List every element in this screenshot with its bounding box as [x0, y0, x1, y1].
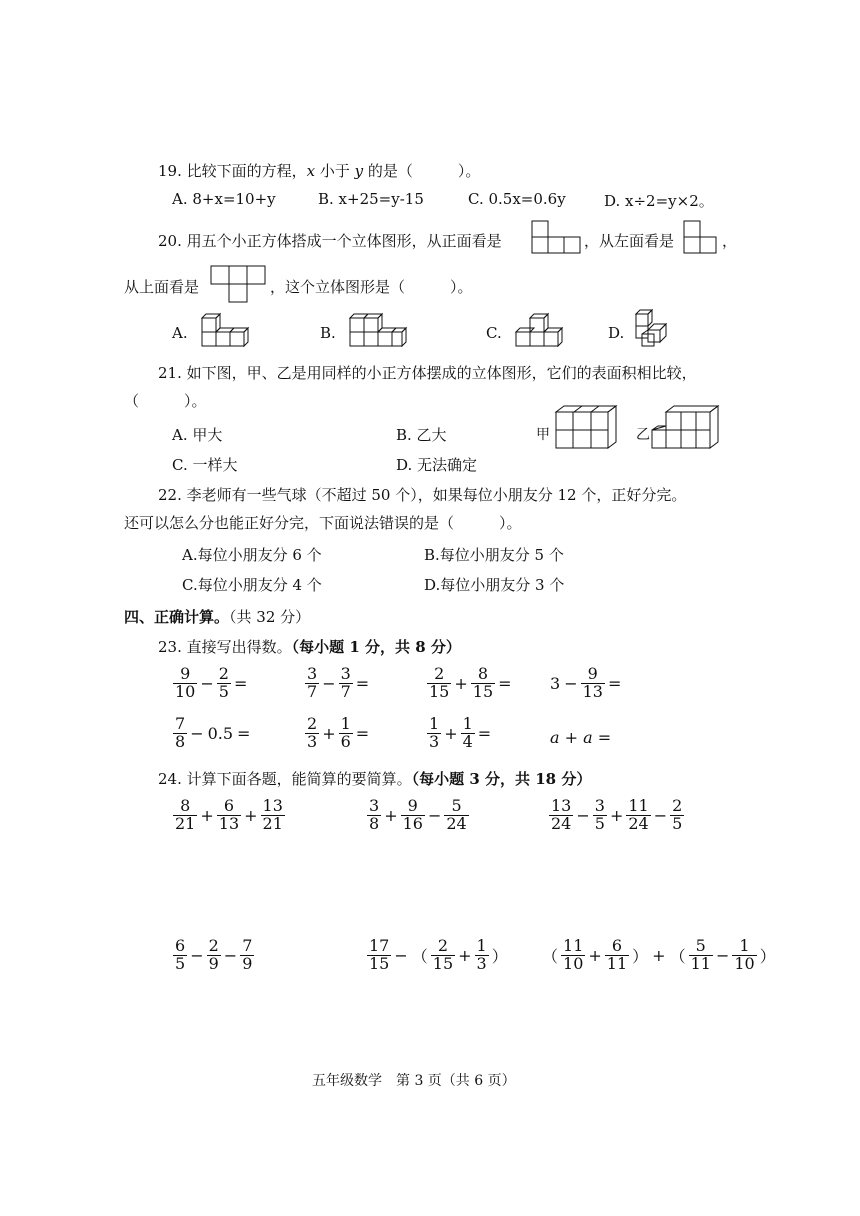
- q24-title: 24. 计算下面各题，能简算的要简算。: [158, 770, 412, 788]
- fraction-part: 10: [175, 681, 196, 701]
- operator: −: [427, 805, 442, 825]
- operator: +: [458, 945, 472, 965]
- fraction-part: 5: [175, 953, 186, 973]
- q20-line1-a: 20. 用五个小正方体搭成一个立体图形，从正面看是: [158, 232, 502, 250]
- fraction-part: 16: [402, 813, 423, 833]
- operator: −: [715, 945, 730, 965]
- q21-line1: 21. 如下图，甲、乙是用同样的小正方体摆成的立体图形，它们的表面积相比较，: [158, 364, 697, 382]
- fraction-part: 11: [606, 953, 628, 973]
- q19-option-c: C. 0.5x=0.6y: [468, 190, 566, 208]
- q23-expr-5: [172, 716, 252, 751]
- operator: （: [669, 946, 686, 966]
- fraction: [471, 666, 495, 701]
- q23-expr-8: a + a =: [550, 728, 612, 747]
- q24-expr-6: [540, 938, 778, 973]
- q19-var-y: y: [354, 162, 364, 180]
- q23-expr-7: [426, 716, 493, 751]
- q23-expr-6: [304, 716, 371, 751]
- fraction-part: 8: [175, 731, 186, 751]
- fraction-part: 3: [429, 731, 440, 751]
- operator: +: [652, 945, 666, 965]
- q23-title: 23. 直接写出得数。: [158, 638, 292, 656]
- section4-points: （共 32 分）: [229, 608, 311, 626]
- q19-var-x: x: [306, 162, 316, 180]
- q21-figure-yi: [652, 404, 722, 450]
- fraction-part: 1: [429, 714, 440, 733]
- fraction-part: 5: [672, 813, 683, 833]
- q20-line1-b: ，从左面看是: [584, 232, 675, 250]
- fraction-part: 9: [581, 666, 605, 684]
- q22-option-b: B.每位小朋友分 5 个: [424, 546, 564, 564]
- operator: −: [190, 945, 204, 965]
- q20-left-view-figure: [684, 221, 720, 255]
- q23-expr-2: [304, 666, 371, 701]
- operator: =: [477, 723, 492, 743]
- fraction-part: 3: [369, 796, 380, 815]
- fraction-part: 2: [431, 938, 455, 956]
- q21-line2: （ ）。: [124, 392, 207, 410]
- fraction: [431, 938, 455, 973]
- q19-stem-b: 小于: [315, 162, 355, 180]
- fraction-part: 1: [462, 714, 473, 733]
- q19-stem-a: 19. 比较下面的方程，: [158, 162, 307, 180]
- fraction-part: 3: [307, 731, 318, 751]
- fraction: [173, 938, 187, 973]
- fraction-part: 6: [340, 731, 351, 751]
- fraction: [444, 798, 468, 833]
- fraction-part: 5: [444, 798, 468, 816]
- fraction-part: 1: [340, 714, 351, 733]
- operator: +: [244, 805, 258, 825]
- fraction-part: 11: [628, 796, 649, 815]
- operator: −: [322, 673, 336, 693]
- q20-line2-a: 从上面看是: [124, 278, 200, 296]
- operator: −: [223, 945, 238, 965]
- fraction: [305, 666, 319, 701]
- q20-option-a-figure: [198, 312, 258, 350]
- q20-option-d-label: D.: [608, 324, 625, 342]
- fraction-part: 5: [594, 813, 605, 833]
- fraction-part: 3: [340, 664, 351, 683]
- fraction: [561, 938, 585, 973]
- operator: 0.5: [207, 723, 234, 743]
- fraction-part: 3: [307, 664, 318, 683]
- fraction-part: 2: [307, 714, 318, 733]
- fraction-part: 13: [582, 681, 603, 701]
- q20-top-view-figure: [211, 266, 267, 304]
- operator: ）: [632, 946, 649, 966]
- operator: −: [200, 673, 214, 693]
- fraction: [689, 938, 713, 973]
- q21-option-c: C. 一样大: [172, 456, 238, 474]
- q21-option-b: B. 乙大: [396, 426, 447, 444]
- operator: −: [576, 805, 590, 825]
- operator: −: [394, 945, 408, 965]
- fraction: [427, 666, 451, 701]
- q19-stem-c: 的是（ ）。: [363, 162, 481, 180]
- fraction: [367, 938, 391, 973]
- fraction: [367, 798, 381, 833]
- section4-heading: [124, 606, 310, 627]
- fraction-part: 17: [369, 936, 390, 955]
- q20-front-view-figure: [532, 221, 582, 255]
- fraction-part: 10: [734, 953, 755, 973]
- fraction-part: 9: [173, 666, 197, 684]
- fraction-part: 8: [471, 666, 495, 684]
- q20-option-d-figure: [632, 308, 684, 350]
- fraction-part: 13: [262, 796, 283, 815]
- fraction: [626, 798, 650, 833]
- fraction-part: 21: [175, 813, 196, 833]
- fraction-part: 4: [462, 731, 473, 751]
- fraction-part: 6: [175, 936, 186, 955]
- operator: =: [355, 673, 370, 693]
- fraction: [605, 938, 629, 973]
- operator: +: [384, 805, 398, 825]
- fraction: [305, 716, 319, 751]
- q24-expr-4: [172, 938, 255, 973]
- operator: （: [542, 946, 559, 966]
- q24-points: （每小题 3 分，共 18 分）: [411, 770, 592, 788]
- operator: −: [190, 723, 204, 743]
- operator: 3: [550, 673, 561, 693]
- fraction-part: 5: [218, 681, 229, 701]
- q22-line2: 还可以怎么分也能正好分完，下面说法错误的是（ ）。: [124, 514, 522, 532]
- q23-heading: [158, 636, 461, 657]
- fraction-part: 6: [217, 798, 241, 816]
- operator: +: [588, 945, 602, 965]
- q20-option-a-label: A.: [172, 324, 188, 342]
- fraction-part: 9: [242, 953, 253, 973]
- fraction-part: 21: [262, 813, 283, 833]
- fraction-part: 3: [594, 796, 605, 815]
- operator: ）: [759, 946, 776, 966]
- fraction-part: 2: [672, 796, 683, 815]
- fraction-part: 2: [208, 936, 219, 955]
- fraction-part: 9: [208, 953, 219, 973]
- fraction-part: 11: [563, 936, 584, 955]
- fraction: [339, 666, 353, 701]
- operator: +: [609, 805, 624, 825]
- fraction-part: 7: [340, 681, 351, 701]
- fraction: [461, 716, 475, 751]
- q20-line1-c: ，: [722, 232, 738, 250]
- fraction-part: 6: [605, 938, 629, 956]
- q21-figure-jia: [556, 404, 620, 450]
- q24-expr-2: [366, 798, 470, 833]
- q22-option-a: A.每位小朋友分 6 个: [182, 546, 322, 564]
- q23-points: （每小题 1 分，共 8 分）: [291, 638, 461, 656]
- q20-option-b-label: B.: [320, 324, 336, 342]
- fraction-part: 9: [401, 798, 425, 816]
- q22-option-d: D.每位小朋友分 3 个: [424, 576, 565, 594]
- fraction-part: 7: [307, 681, 318, 701]
- q21-figure-label-yi: 乙: [636, 427, 650, 443]
- q19-option-a: A. 8+x=10+y: [172, 190, 276, 208]
- operator: （: [411, 946, 428, 966]
- fraction: [173, 798, 197, 833]
- q24-heading: [158, 768, 591, 789]
- fraction: [427, 716, 441, 751]
- fraction: [670, 798, 684, 833]
- fraction: [173, 716, 187, 751]
- operator: ）: [491, 946, 508, 966]
- q20-line2-b: ，这个立体图形是（ ）。: [270, 278, 473, 296]
- fraction-part: 7: [242, 936, 253, 955]
- fraction-part: 7: [175, 714, 186, 733]
- fraction-part: 2: [218, 664, 229, 683]
- operator: =: [233, 673, 248, 693]
- q20-option-c-label: C.: [486, 324, 502, 342]
- q24-expr-3: [548, 798, 685, 833]
- fraction: [207, 938, 221, 973]
- fraction-part: 1: [732, 938, 756, 956]
- q20-option-c-figure: [512, 312, 572, 350]
- fraction: [240, 938, 254, 973]
- section4-title: 四、正确计算。: [124, 608, 230, 626]
- operator: +: [322, 723, 336, 743]
- operator: =: [237, 723, 251, 743]
- q20-option-b-figure: [346, 312, 410, 350]
- operator: =: [607, 673, 622, 693]
- operator: −: [653, 805, 668, 825]
- fraction: [732, 938, 756, 973]
- operator: +: [200, 805, 214, 825]
- fraction-part: 3: [476, 953, 487, 973]
- page-footer: 五年级数学 第 3 页（共 6 页）: [312, 1073, 516, 1089]
- fraction: [217, 666, 231, 701]
- q21-figure-label-jia: 甲: [536, 427, 550, 443]
- q24-expr-5: [366, 938, 510, 973]
- fraction: [217, 798, 241, 833]
- fraction: [475, 938, 489, 973]
- fraction-part: 10: [563, 953, 584, 973]
- operator: =: [355, 723, 370, 743]
- fraction: [173, 666, 197, 701]
- fraction-part: 15: [472, 681, 494, 701]
- fraction-part: 24: [446, 813, 467, 833]
- fraction: [401, 798, 425, 833]
- operator: +: [444, 723, 458, 743]
- fraction: [549, 798, 573, 833]
- fraction-part: 13: [218, 813, 240, 833]
- fraction-part: 5: [689, 938, 713, 956]
- fraction-part: 13: [551, 796, 572, 815]
- q21-option-a: A. 甲大: [172, 426, 223, 444]
- q24-expr-1: [172, 798, 286, 833]
- q19-stem: [158, 160, 480, 181]
- q21-option-d: D. 无法确定: [396, 456, 478, 474]
- fraction: [581, 666, 605, 701]
- operator: +: [454, 673, 468, 693]
- q22-option-c: C.每位小朋友分 4 个: [182, 576, 322, 594]
- fraction-part: 2: [427, 666, 451, 684]
- q19-option-d: D. x÷2=y×2。: [604, 192, 714, 210]
- fraction-part: 8: [173, 798, 197, 816]
- q23-expr-3: [426, 666, 514, 701]
- q19-option-b: B. x+25=y-15: [318, 190, 424, 208]
- q23-expr-4: [548, 666, 623, 701]
- fraction-part: 15: [432, 953, 454, 973]
- q22-line1: 22. 李老师有一些气球（不超过 50 个），如果每位小朋友分 12 个，正好分完。: [158, 486, 687, 504]
- fraction: [339, 716, 353, 751]
- operator: =: [498, 673, 512, 693]
- fraction-part: 24: [551, 813, 572, 833]
- fraction-part: 15: [369, 953, 390, 973]
- q23-expr-1: [172, 666, 249, 701]
- fraction-part: 8: [369, 813, 380, 833]
- fraction: [261, 798, 285, 833]
- fraction-part: 1: [476, 936, 487, 955]
- fraction: [593, 798, 607, 833]
- fraction-part: 24: [628, 813, 649, 833]
- fraction-part: 15: [429, 681, 450, 701]
- fraction-part: 11: [690, 953, 711, 973]
- operator: −: [564, 673, 578, 693]
